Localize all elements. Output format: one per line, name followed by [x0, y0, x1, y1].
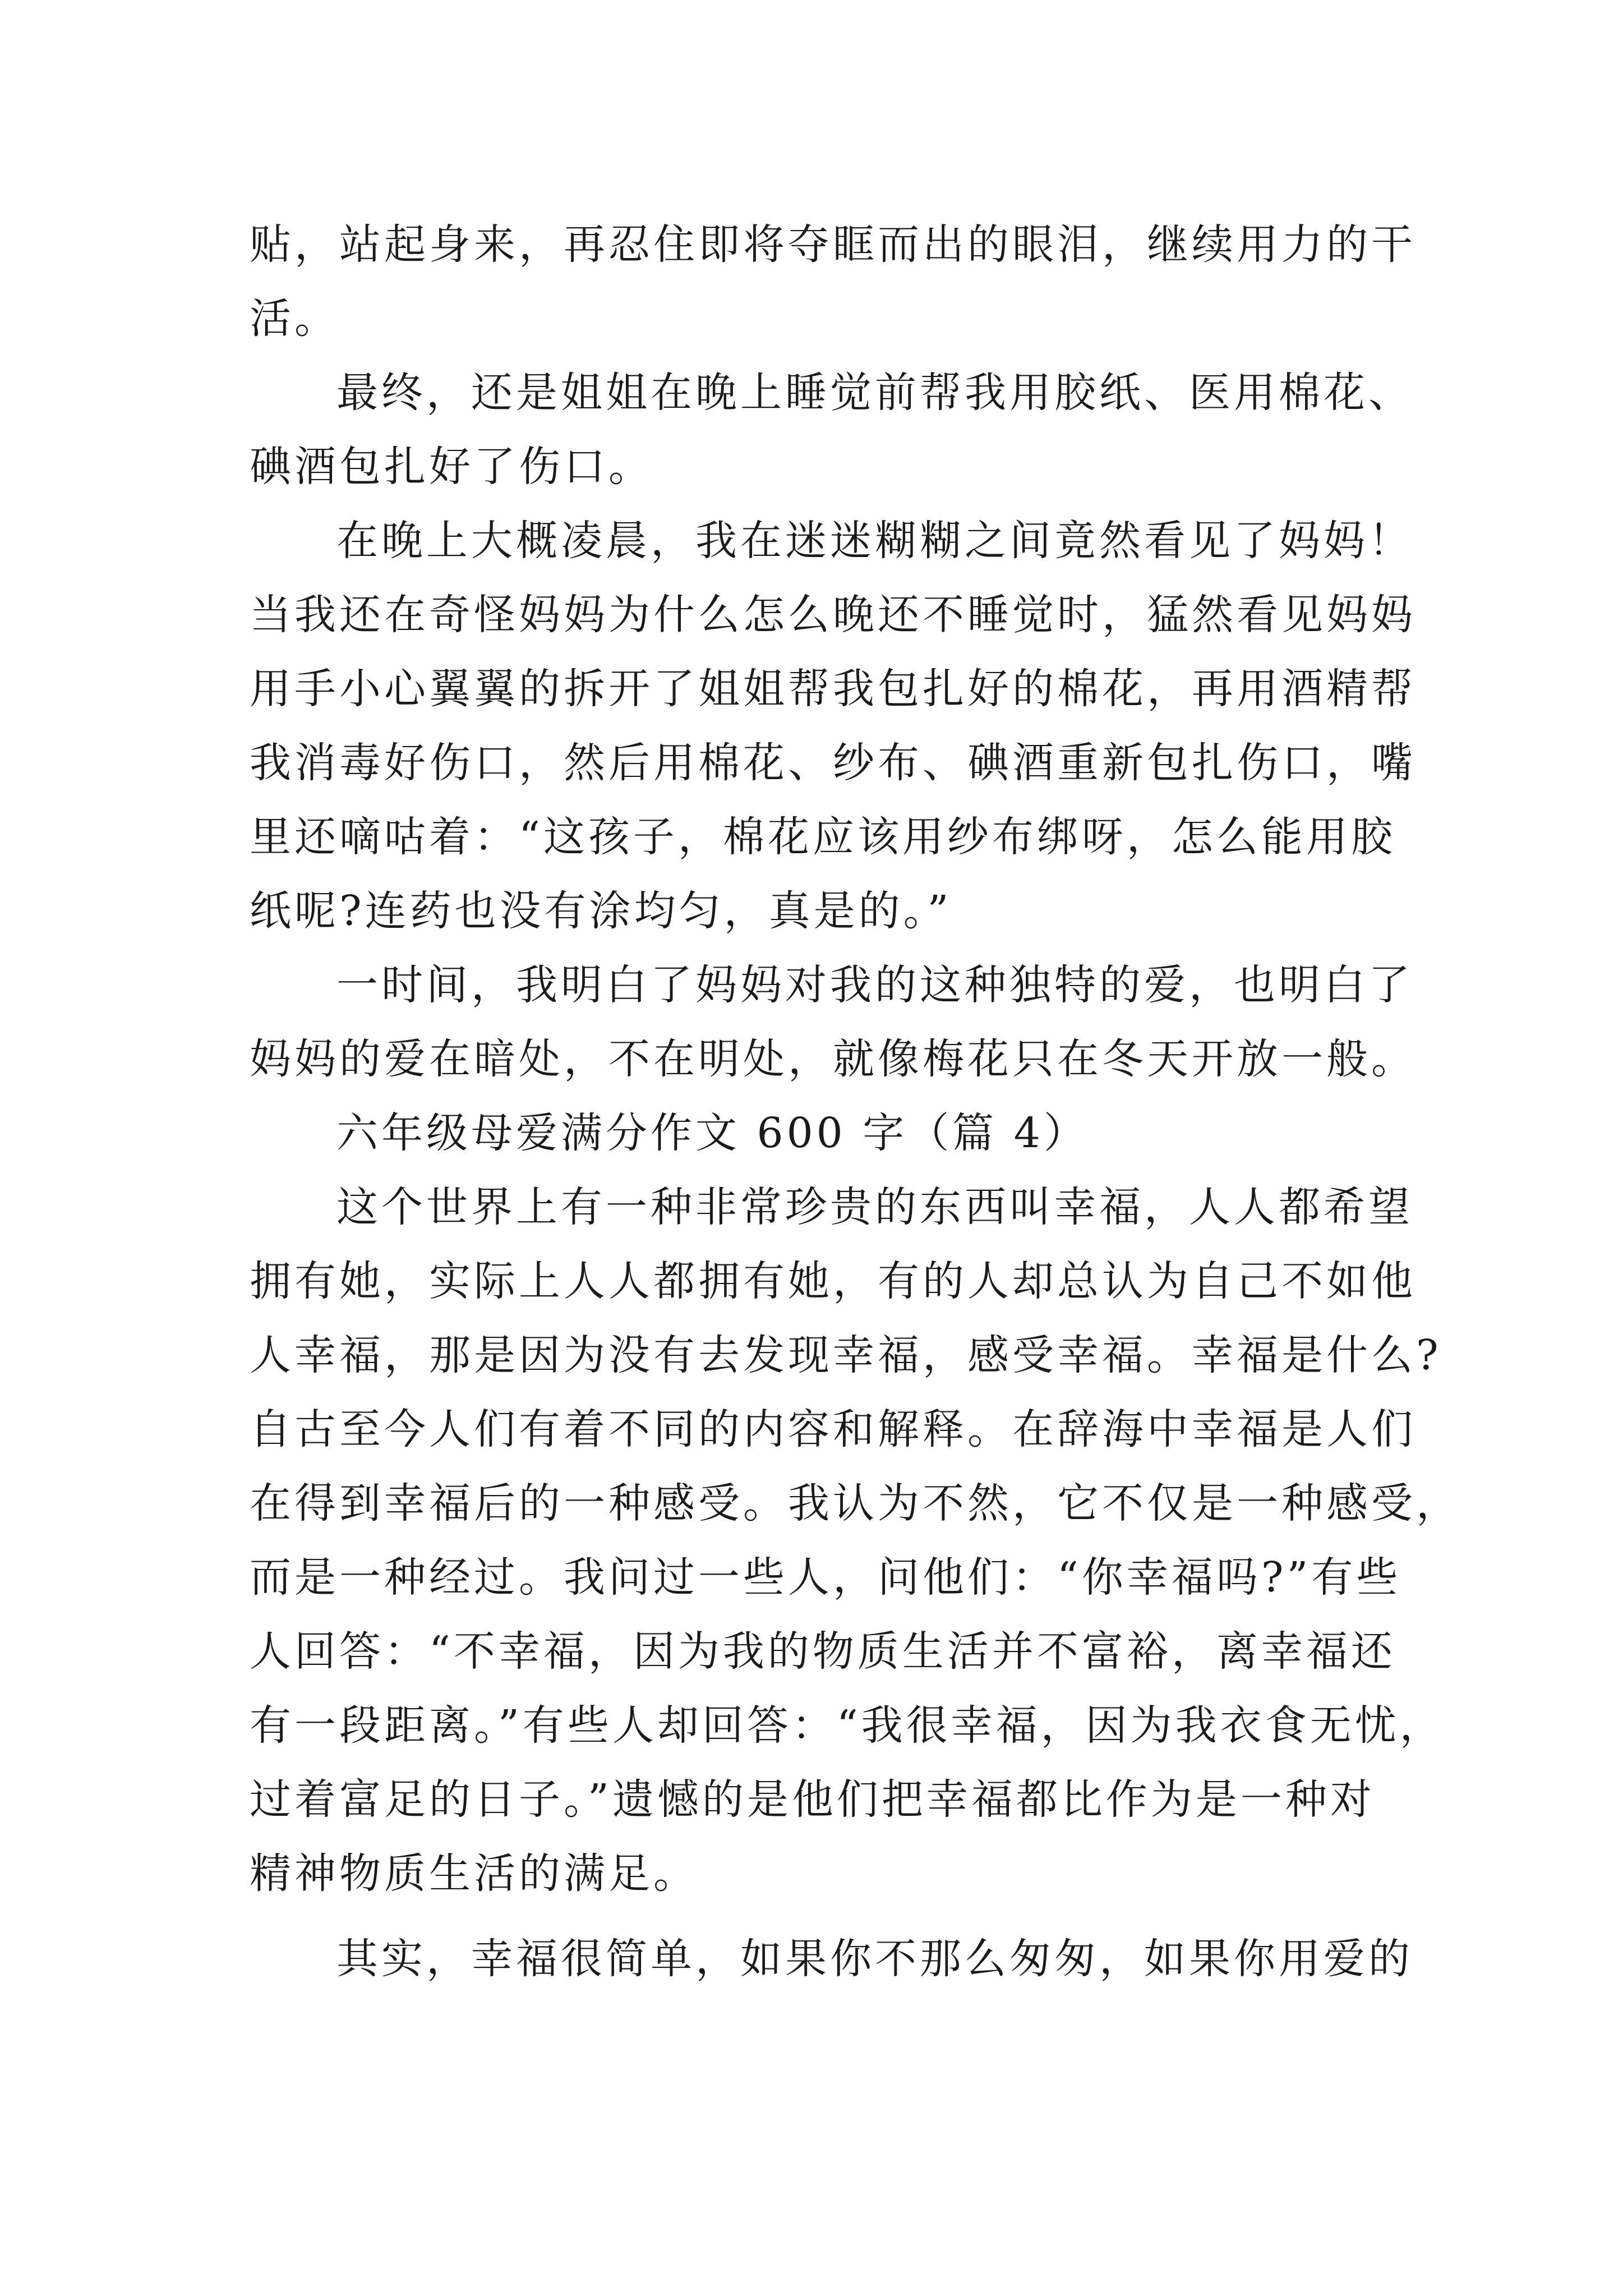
text-line: 有一段距离。”有些人却回答：“我很幸福，因为我衣食无忧，	[250, 1701, 1445, 1750]
text-line: 自古至今人们有着不同的内容和解释。在辞海中幸福是人们	[250, 1405, 1416, 1453]
text-line: 碘酒包扎好了伤口。	[250, 443, 653, 491]
paragraph-start: 其实，幸福很简单，如果你不那么匆匆，如果你用爱的	[336, 1935, 1413, 1983]
text-line: 用手小心翼翼的拆开了姐姐帮我包扎好的棉花，再用酒精帮	[250, 665, 1416, 713]
text-line: 过着富足的日子。”遗憾的是他们把幸福都比作为是一种对	[250, 1775, 1375, 1824]
text-line: 妈妈的爱在暗处，不在明处，就像梅花只在冬天开放一般。	[250, 1035, 1416, 1083]
text-line: 人回答：“不幸福，因为我的物质生活并不富裕，离幸福还	[250, 1627, 1396, 1676]
paragraph-start: 一时间，我明白了妈妈对我的这种独特的爱，也明白了	[336, 961, 1413, 1009]
text-line: 里还嘀咕着：“这孩子，棉花应该用纱布绑呀，怎么能用胶	[250, 813, 1396, 861]
text-line: 我消毒好伤口，然后用棉花、纱布、碘酒重新包扎伤口，嘴	[250, 739, 1416, 787]
text-line: 拥有她，实际上人人都拥有她，有的人却总认为自己不如他	[250, 1257, 1416, 1305]
paragraph-start: 最终，还是姐姐在晚上睡觉前帮我用胶纸、医用棉花、	[336, 369, 1413, 417]
paragraph-start: 这个世界上有一种非常珍贵的东西叫幸福，人人都希望	[336, 1183, 1413, 1231]
text-line: 人幸福，那是因为没有去发现幸福，感受幸福。幸福是什么?	[250, 1331, 1442, 1379]
text-line: 活。	[250, 295, 339, 343]
text-line: 贴，站起身来，再忍住即将夺眶而出的眼泪，继续用力的干	[250, 220, 1416, 269]
text-line: 当我还在奇怪妈妈为什么怎么晚还不睡觉时，猛然看见妈妈	[250, 591, 1416, 639]
text-line: 在得到幸福后的一种感受。我认为不然，它不仅是一种感受，	[250, 1479, 1461, 1527]
paragraph-start: 在晚上大概凌晨，我在迷迷糊糊之间竟然看见了妈妈！	[336, 517, 1413, 565]
text-line: 精神物质生活的满足。	[250, 1849, 698, 1898]
text-line: 纸呢?连药也没有涂均匀，真是的。”	[250, 887, 952, 935]
text-line: 而是一种经过。我问过一些人，问他们：“你幸福吗?”有些	[250, 1553, 1401, 1602]
section-heading: 六年级母爱满分作文 600 字（篇 4）	[336, 1109, 1089, 1157]
